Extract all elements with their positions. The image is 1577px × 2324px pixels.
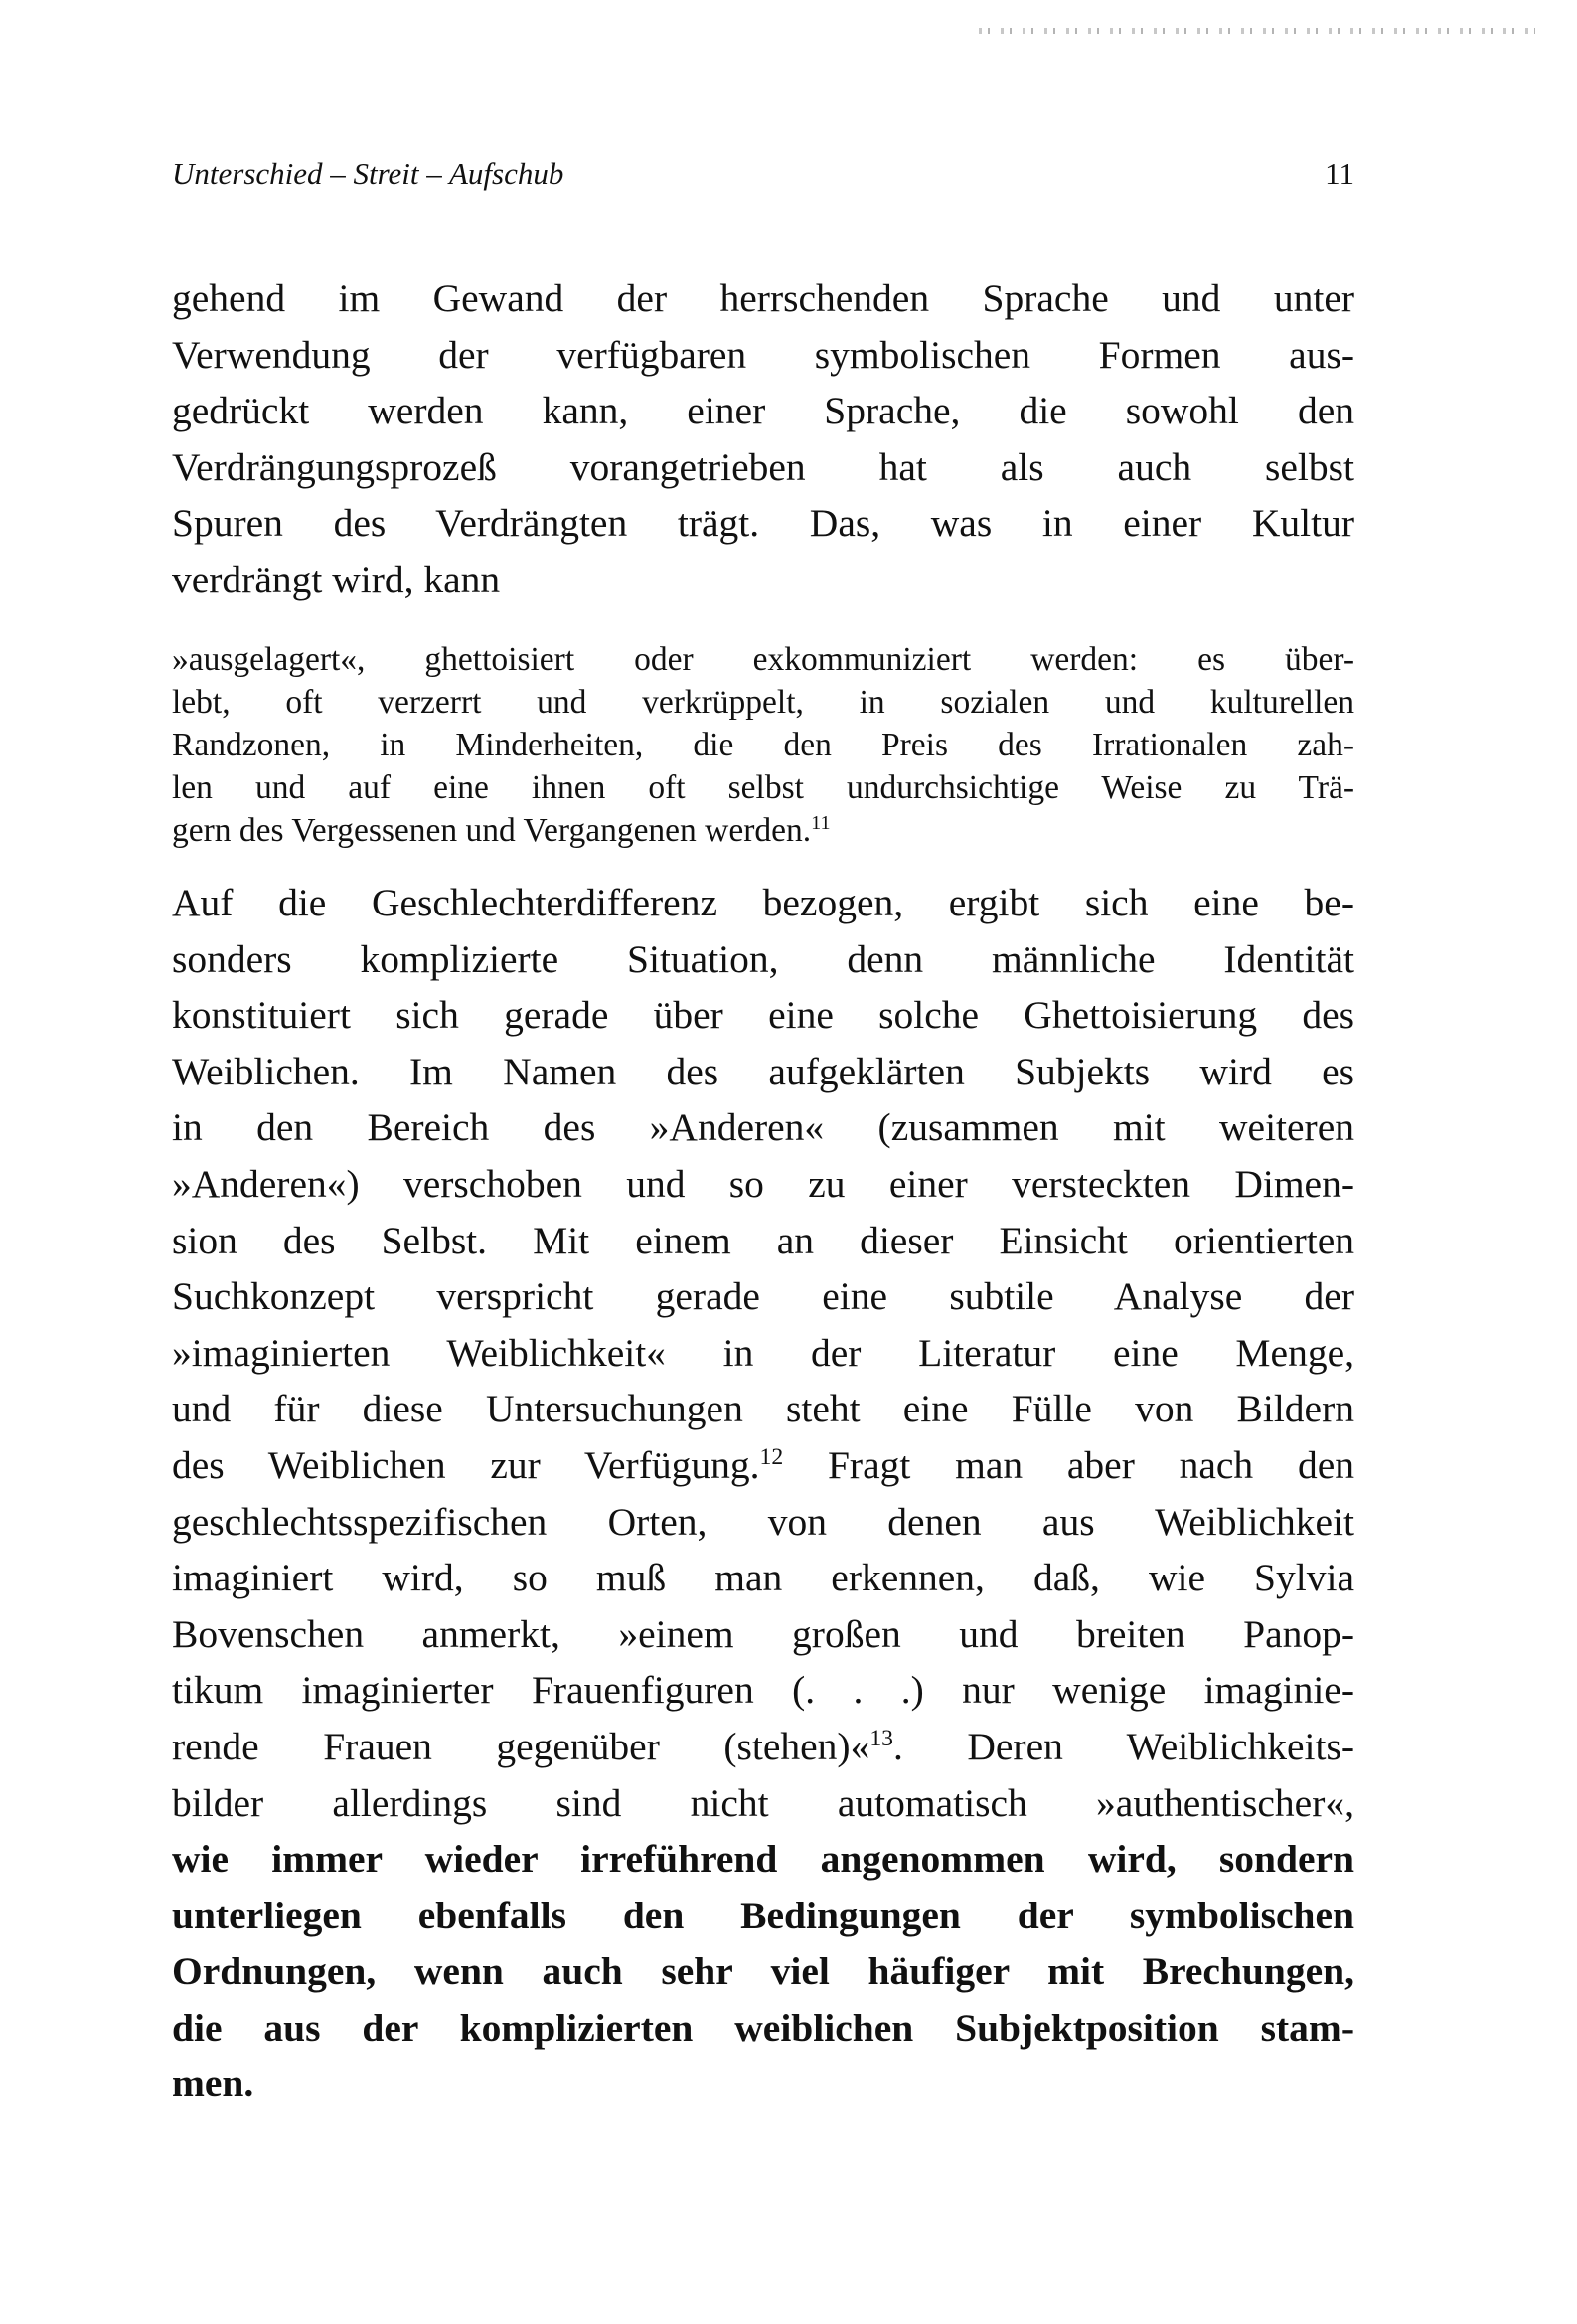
text-line: Bovenschen anmerkt, »einem großen und breiten Panop- [172, 1611, 1354, 1656]
text-line: in den Bereich des »Anderen« (zusammen mit weiteren [172, 1105, 1354, 1150]
text-line: konstituiert sich gerade über eine solche Ghettoisierung des [172, 993, 1354, 1038]
text-line [172, 1719, 1354, 1775]
text-line: bilder allerdings sind nicht automatisch »authentischer«, [172, 1780, 1354, 1825]
scan-artifact [979, 28, 1535, 34]
quote-line: »ausgelagert«, ghettoisiert oder exkommuniziert werden: es über- [172, 641, 1354, 678]
footnote-ref-12: 12 [759, 1443, 784, 1470]
text-segment: rende Frauen gegenüber (stehen)« [172, 1724, 870, 1768]
footnote-ref-13: 13 [869, 1725, 894, 1751]
text-line: unterliegen ebenfalls den Bedingungen der symbolischen [172, 1893, 1354, 1937]
text-line: Verdrängungsprozeß vorangetrieben hat als auch selbst [172, 444, 1354, 489]
text-line: imaginiert wird, so muß man erkennen, daß, wie Sylvia [172, 1556, 1354, 1600]
text-line: »Anderen«) verschoben und so zu einer versteckten Dimen- [172, 1161, 1354, 1206]
quote-line [172, 809, 1354, 852]
text-segment: . Deren Weiblichkeits- [893, 1724, 1354, 1768]
text-line: die aus der komplizierten weiblichen Subjektposition stam- [172, 2005, 1354, 2050]
text-line: sonders komplizierte Situation, denn männliche Identität [172, 936, 1354, 981]
text-line: gedrückt werden kann, einer Sprache, die sowohl den [172, 389, 1354, 433]
text-segment: Fragt man aber nach den [783, 1442, 1354, 1487]
text-line: Verwendung der verfügbaren symbolischen Formen aus- [172, 332, 1354, 377]
running-title: Unterschied – Streit – Aufschub [172, 156, 564, 191]
text-line: wie immer wieder irreführend angenommen wird, sondern [172, 1837, 1354, 1882]
block-quote [172, 638, 1354, 852]
text-line [172, 1437, 1354, 1494]
quote-line: lebt, oft verzerrt und verkrüppelt, in sozialen und kulturellen [172, 684, 1354, 721]
text-line: und für diese Untersuchungen steht eine Fülle von Bildern [172, 1387, 1354, 1431]
footnote-ref-11: 11 [811, 811, 831, 834]
text-line: sion des Selbst. Mit einem an dieser Einsicht orientierten [172, 1218, 1354, 1262]
running-head [172, 154, 1354, 194]
paragraph-1 [172, 270, 1354, 608]
text-line: Spuren des Verdrängten trägt. Das, was in einer Kultur [172, 501, 1354, 546]
quote-line: Randzonen, in Minderheiten, die den Preis des Irrationalen zah- [172, 727, 1354, 763]
text-line: Ordnungen, wenn auch sehr viel häufiger mit Brechungen, [172, 1949, 1354, 1994]
text-line: tikum imaginierter Frauenfiguren (. . .) nur wenige imaginie- [172, 1668, 1354, 1713]
text-line: Weiblichen. Im Namen des aufgeklärten Subjekts wird es [172, 1049, 1354, 1093]
text-line: verdrängt wird, kann [172, 557, 501, 601]
text-line: geschlechtsspezifischen Orten, von denen aus Weiblichkeit [172, 1499, 1354, 1544]
quote-line-text: gern des Vergessenen und Vergangenen werden. [172, 812, 812, 849]
paragraph-2 [172, 875, 1354, 2112]
page-number: 11 [1325, 156, 1354, 191]
text-line: Auf die Geschlechterdifferenz bezogen, ergibt sich eine be- [172, 881, 1354, 924]
quote-line: len und auf eine ihnen oft selbst undurchsichtige Weise zu Trä- [172, 769, 1354, 806]
text-line: »imaginierten Weiblichkeit« in der Literatur eine Menge, [172, 1330, 1354, 1375]
text-line: Suchkonzept verspricht gerade eine subtile Analyse der [172, 1274, 1354, 1319]
text-line: gehend im Gewand der herrschenden Sprache und unter [172, 276, 1354, 320]
text-segment: des Weiblichen zur Verfügung. [172, 1442, 760, 1487]
text-line: men. [172, 2062, 254, 2106]
